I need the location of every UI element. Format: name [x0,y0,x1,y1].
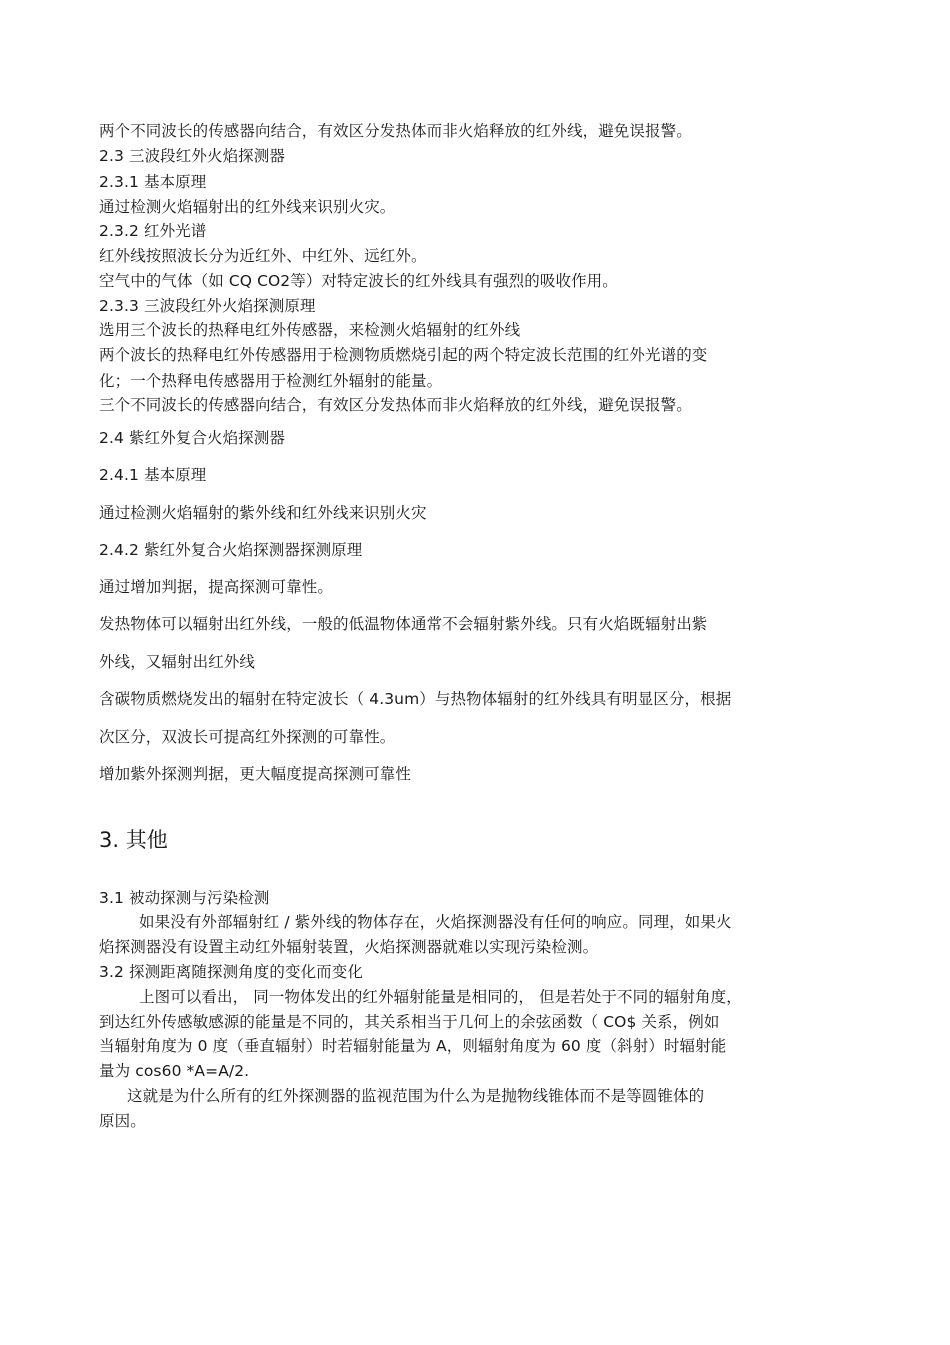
text-line: 化；一个热释电传感器用于检测红外辐射的能量。 [99,372,443,390]
text-line: 空气中的气体（如 CQ CO2等）对特定波长的红外线具有强烈的吸收作用。 [99,272,618,290]
section-3-heading: 3. 其他 [99,828,168,852]
text-line: 焰探测器没有设置主动红外辐射装置，火焰探测器就难以实现污染检测。 [99,938,599,956]
heading-2-3-2: 2.3.2 红外光谱 [99,222,207,240]
text-line: 通过检测火焰辐射出的红外线来识别火灾。 [99,198,396,216]
text-line: 发热物体可以辐射出红外线，一般的低温物体通常不会辐射紫外线。只有火焰既辐射出紫 [99,615,708,633]
text-line: 三个不同波长的传感器向结合，有效区分发热体而非火焰释放的红外线，避免误报警。 [99,396,692,414]
text-line: 增加紫外探测判据，更大幅度提高探测可靠性 [99,765,412,783]
heading-2-3: 2.3 三波段红外火焰探测器 [99,147,285,165]
text-line: 原因。 [99,1112,146,1130]
heading-2-4-1: 2.4.1 基本原理 [99,466,207,484]
text-line: 次区分，双波长可提高红外探测的可靠性。 [99,728,396,746]
text-line: 当辐射角度为 0 度（垂直辐射）时若辐射能量为 A，则辐射角度为 60 度（斜射）时辐射能 [99,1037,727,1055]
heading-2-4-2: 2.4.2 紫红外复合火焰探测器探测原理 [99,541,363,559]
heading-2-4: 2.4 紫红外复合火焰探测器 [99,429,285,447]
heading-3-2: 3.2 探测距离随探测角度的变化而变化 [99,963,363,981]
text-line: 选用三个波长的热释电红外传感器，来检测火焰辐射的红外线 [99,321,521,339]
text-line: 上图可以看出， 同一物体发出的红外辐射能量是相同的， 但是若处于不同的辐射角度， [139,988,742,1006]
text-line: 外线，又辐射出红外线 [99,653,256,671]
heading-2-3-3: 2.3.3 三波段红外火焰探测原理 [99,297,316,315]
text-line: 如果没有外部辐射红 / 紫外线的物体存在，火焰探测器没有任何的响应。同理，如果火 [139,913,732,931]
heading-2-3-1: 2.3.1 基本原理 [99,173,207,191]
text-line: 量为 cos60 *A=A/2. [99,1062,250,1080]
text-line: 含碳物质燃烧发出的辐射在特定波长（ 4.3um）与热物体辐射的红外线具有明显区分，根据 [99,690,732,708]
text-line: 到达红外传感敏感源的能量是不同的，其关系相当于几何上的余弦函数（ CO$ 关系，例如 [99,1013,720,1031]
text-line: 通过检测火焰辐射的紫外线和红外线来识别火灾 [99,504,427,522]
text-line: 这就是为什么所有的红外探测器的监视范围为什么为是抛物线锥体而不是等圆锥体的 [127,1087,705,1105]
text-line: 两个波长的热释电红外传感器用于检测物质燃烧引起的两个特定波长范围的红外光谱的变 [99,346,708,364]
text-line: 红外线按照波长分为近红外、中红外、远红外。 [99,247,427,265]
text-line: 通过增加判据，提高探测可靠性。 [99,578,334,596]
heading-3-1: 3.1 被动探测与污染检测 [99,889,270,907]
text-line: 两个不同波长的传感器向结合，有效区分发热体而非火焰释放的红外线，避免误报警。 [99,122,692,140]
